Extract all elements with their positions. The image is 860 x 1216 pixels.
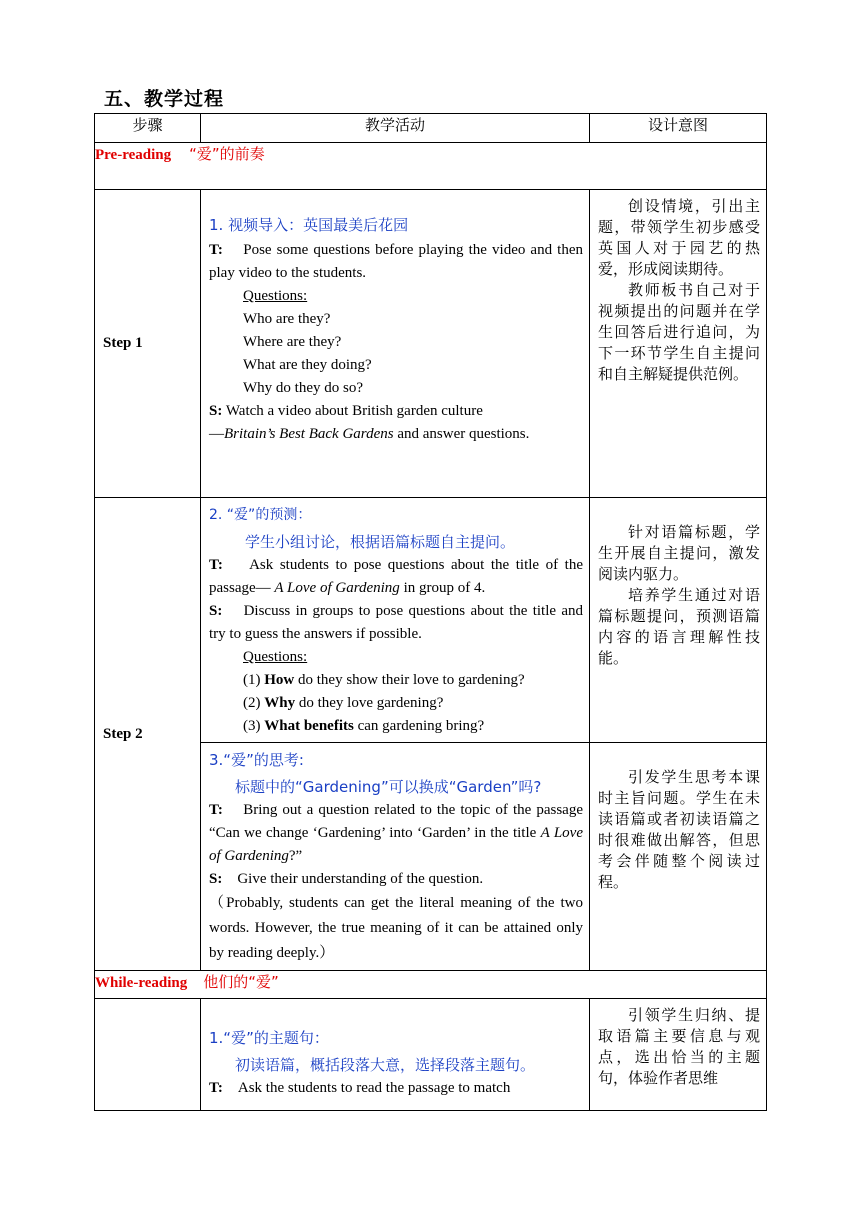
teacher-text: T: Pose some questions before playing the video and then play video to the students. [209,242,584,281]
section-title-cn: 他们的“爱” [203,973,279,991]
question-item: Where are they? [243,334,342,350]
activity-subheading: 初读语篇，概括段落大意，选择段落主题句。 [235,1056,536,1074]
step-label: Step 2 [95,498,201,971]
section-while-reading [95,971,767,999]
header-intent: 设计意图 [590,114,767,143]
intent-cell [590,743,767,971]
activity-heading: 1.“爱”的主题句： [209,1029,329,1047]
teacher-text: T: Ask the students to read the passage to match [209,1080,511,1096]
intent-cell [590,999,767,1111]
page-title: 五、教学过程 [104,88,225,110]
activity-subheading: 学生小组讨论，根据语篇标题自主提问。 [245,533,516,551]
question-item: Why do they do so? [243,380,363,396]
step-label: Step 1 [95,190,201,498]
header-step: 步骤 [95,114,201,143]
activity-cell [201,999,590,1111]
step2a-row [95,498,767,743]
teacher-text: T: Ask students to pose questions about the title of the passage— A Love of Gardening in group of 4. [209,557,584,596]
intent-cell [590,498,767,743]
question-item: Who are they? [243,311,331,327]
activity-heading: 2. “爱”的预测： [209,507,312,523]
activity-cell [201,743,590,971]
activity-subheading: 标题中的“Gardening”可以换成“Garden”吗? [235,778,542,796]
table-header-row [95,114,767,143]
question-item: (3) What benefits can gardening bring? [243,718,485,734]
section-title-cn: “爱”的前奏 [189,145,265,163]
question-item: (1) How do they show their love to gardening? [243,672,525,688]
section-title-en: While-reading [95,975,188,991]
intent-paragraph: 引发学生思考本课时主旨问题。学生在未读语篇或者初读语篇之时很难做出解答，但思考会伴随整个阅读过程。 [598,768,760,891]
note-text: （Probably, students can get the literal meaning of the two words. However, the true meaning of it can be attained only by reading deeply.） [209,895,583,961]
step3-row [95,999,767,1111]
step-label-empty [95,999,201,1111]
questions-label: Questions: [243,649,308,665]
teaching-process-table [94,113,767,1111]
section-title-en: Pre-reading [95,147,172,163]
question-item: What are they doing? [243,357,372,373]
section-pre-reading [95,143,767,190]
activity-cell [201,190,590,498]
activity-cell [201,498,590,743]
intent-paragraph: 引领学生归纳、提取语篇主要信息与观点，选出恰当的主题句，体验作者思维 [598,1006,760,1087]
activity-heading: 3.“爱”的思考: [209,751,304,769]
student-text: S: Discuss in groups to pose questions about the title and try to guess the answers if possible. [209,603,584,642]
student-text: S: Watch a video about British garden culture [209,403,483,419]
header-activity: 教学活动 [201,114,590,143]
step1-row [95,190,767,498]
intent-paragraph: 教师板书自己对于视频提出的问题并在学生回答后进行追问，为下一环节学生自主提问和自主解疑提供范例。 [598,281,760,383]
intent-paragraph: 创设情境，引出主题，带领学生初步感受英国人对于园艺的热爱，形成阅读期待。 [598,197,760,278]
intent-cell [590,190,767,498]
questions-label: Questions: [243,288,308,304]
activity-heading: 1. 视频导入：英国最美后花园 [209,216,409,234]
teacher-text: T: Bring out a question related to the topic of the passage “Can we change ‘Gardening’ into ‘Garden’ in the title A Love of Gardening?” [209,802,583,864]
intent-paragraph: 针对语篇标题，学生开展自主提问，激发阅读内驱力。 [598,523,760,583]
student-text-2: —Britain’s Best Back Gardens and answer questions. [209,426,530,442]
question-item: (2) Why do they love gardening? [243,695,444,711]
intent-paragraph: 培养学生通过对语篇标题提问，预测语篇内容的语言理解性技能。 [598,586,760,667]
student-text: S: Give their understanding of the question. [209,871,484,887]
